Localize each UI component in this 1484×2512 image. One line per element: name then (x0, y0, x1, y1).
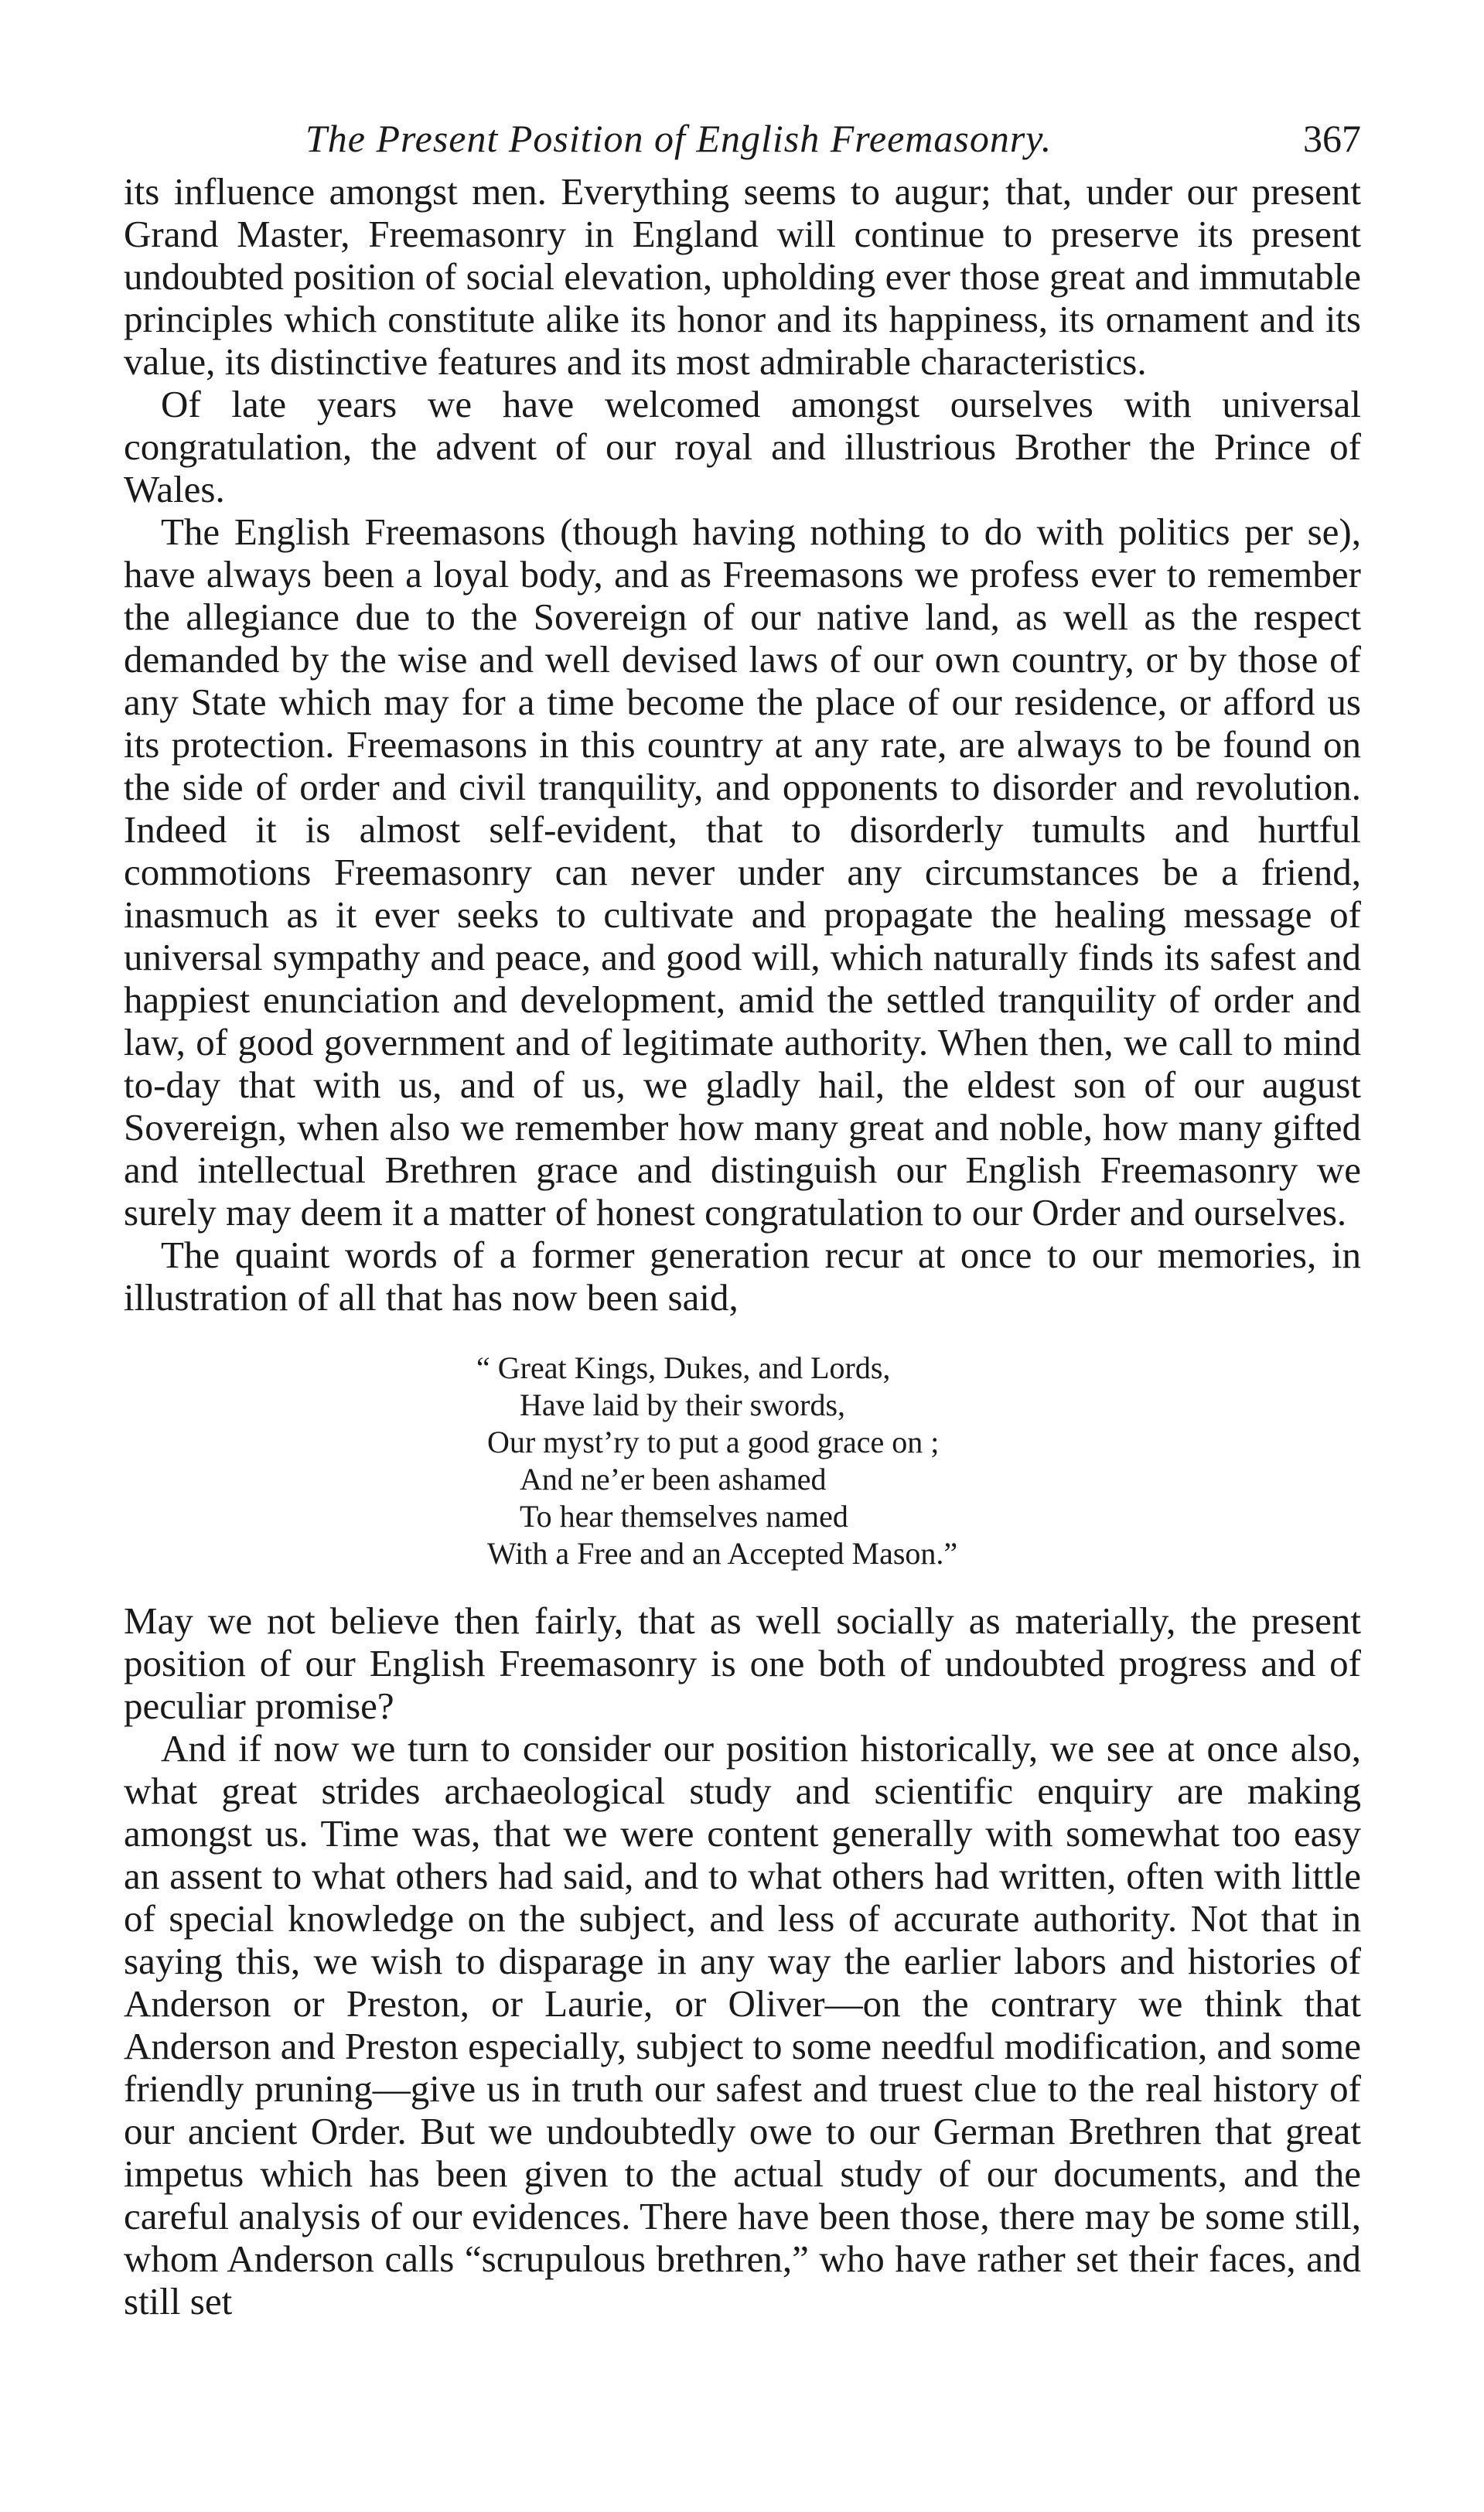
verse-line-4: And ne’er been ashamed (520, 1462, 827, 1497)
body-text (124, 170, 1361, 2323)
verse-line-1: “ Great Kings, Dukes, and Lords, (476, 1350, 891, 1385)
paragraph-2: Of late years we have welcomed amongst ourselves with universal congratulation, the advent of our royal and illustrious Brother the Prince of Wales. (124, 383, 1361, 510)
verse-line-3: Our myst’ry to put a good grace on ; (487, 1425, 940, 1459)
verse-line-6: With a Free and an Accepted Mason.” (487, 1536, 958, 1571)
verse-line-5: To hear themselves named (520, 1499, 848, 1534)
verse-quotation (476, 1350, 1361, 1572)
running-title: The Present Position of English Freemasonry. (305, 117, 1052, 160)
running-head (124, 116, 1361, 170)
paragraph-1: its influence amongst men. Everything seems to augur; that, under our present Grand Master, Freemasonry in England will continue to preserve its present undoubted position of social elevation, upholding ever those great and immutable principles which constitute alike its honor and its happiness, its ornament and its value, its distinctive features and its most admirable characteristics. (124, 170, 1361, 383)
book-page (124, 116, 1361, 2323)
paragraph-3: The English Freemasons (though having nothing to do with politics per se), have always been a loyal body, and as Freemasons we profess ever to remember the allegiance due to the Sovereign of our native land, as well as the respect demanded by the wise and well devised laws of our own country, or by those of any State which may for a time become the place of our residence, or afford us its protection. Freemasons in this country at any rate, are always to be found on the side of order and civil tranquility, and opponents to disorder and revolution. Indeed it is almost self-evident, that to disorderly tumults and hurtful commotions Freemasonry can never under any circumstances be a friend, inasmuch as it ever seeks to cultivate and propagate the healing message of universal sympathy and peace, and good will, which naturally finds its safest and happiest enunciation and development, amid the settled tranquility of order and law, of good government and of legitimate authority. When then, we call to mind to-day that with us, and of us, we gladly hail, the eldest son of our august Sovereign, when also we remember how many great and noble, how many gifted and intellectual Brethren grace and distinguish our English Freemasonry we surely may deem it a matter of honest congratulation to our Order and ourselves. (124, 510, 1361, 1234)
paragraph-4: The quaint words of a former generation recur at once to our memories, in illustration of all that has now been said, (124, 1234, 1361, 1319)
paragraph-5: May we not believe then fairly, that as well socially as materially, the present position of our English Freemasonry is one both of undoubted progress and of peculiar promise? (124, 1599, 1361, 1727)
paragraph-6: And if now we turn to consider our position historically, we see at once also, what great strides archaeological study and scientific enquiry are making amongst us. Time was, that we were content generally with somewhat too easy an assent to what others had said, and to what others had written, often with little of special knowledge on the subject, and less of accurate authority. Not that in saying this, we wish to disparage in any way the earlier labors and histories of Anderson or Preston, or Laurie, or Oliver—on the contrary we think that Anderson and Preston especially, subject to some needful modification, and some friendly pruning—give us in truth our safest and truest clue to the real history of our ancient Order. But we undoubtedly owe to our German Brethren that great impetus which has been given to the actual study of our documents, and the careful analysis of our evidences. There have been those, there may be some still, whom Anderson calls “scrupulous brethren,” who have rather set their faces, and still set (124, 1727, 1361, 2323)
verse-line-2: Have laid by their swords, (520, 1387, 846, 1422)
page-number: 367 (1303, 117, 1361, 160)
